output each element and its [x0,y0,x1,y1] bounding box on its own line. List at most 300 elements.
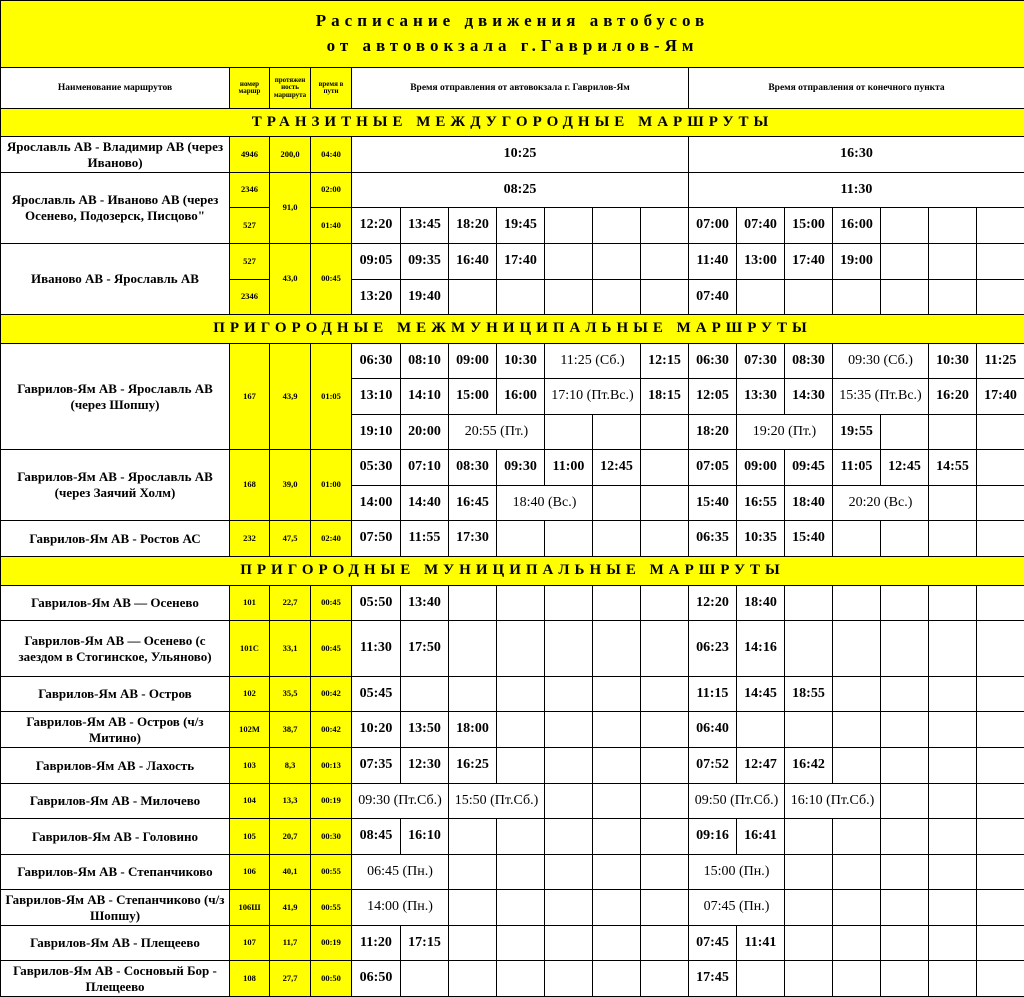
station-time [351,747,401,784]
terminal-empty [880,243,929,280]
station-time-text: 09:30 [504,459,537,475]
terminal-empty [976,960,1024,997]
route-length-text: 11,7 [282,937,298,948]
station-time-text: 16:00 [504,388,537,404]
station-empty [592,783,641,819]
station-time-text: 05:50 [359,594,393,610]
station-time [351,783,449,819]
terminal-time [688,960,737,997]
header-route-num-text: номер маршр [238,79,261,95]
route-travel-time [310,207,352,244]
terminal-time-text: 09:16 [696,828,729,844]
station-empty [448,889,497,926]
route-length-text: 38,7 [282,723,298,734]
terminal-time [784,378,833,415]
terminal-time [784,243,833,280]
terminal-time [688,207,737,244]
route-name-text: Гаврилов-Ям АВ - Степанчиково (ч/з Шопшу) [5,891,225,923]
route-name [0,585,230,621]
terminal-empty [928,279,977,315]
terminal-time [688,889,785,926]
terminal-time-text: 10:35 [744,530,777,546]
terminal-empty [784,279,833,315]
station-empty [544,414,593,450]
station-empty [496,585,545,621]
station-empty [592,676,641,712]
terminal-empty [784,818,833,855]
station-time-text: 17:50 [408,640,441,656]
route-length-text: 35,5 [282,688,298,699]
route-number-text: 103 [243,759,256,770]
terminal-time [736,585,785,621]
terminal-time-text: 12:47 [744,757,777,773]
station-time-text: 09:00 [456,352,489,368]
station-empty [640,449,689,486]
route-travel-time-text: 00:45 [321,273,341,284]
station-time [351,676,401,712]
station-empty [544,520,593,557]
station-time-text: 18:40 (Вс.) [512,494,577,510]
station-empty [544,925,593,961]
terminal-empty [880,711,929,748]
route-number-text: 4946 [241,148,258,159]
route-number-text: 232 [243,532,256,543]
route-length-text: 33,1 [282,642,298,653]
station-empty [592,520,641,557]
station-time-text: 13:50 [408,721,441,737]
terminal-time-text: 15:40 [792,530,825,546]
route-name-text: Гаврилов-Ям АВ - Степанчиково [17,864,213,880]
station-time [400,711,449,748]
station-empty [496,854,545,890]
station-empty [592,960,641,997]
terminal-empty [832,585,881,621]
route-travel-time [310,620,352,677]
station-time-text: 16:10 [408,828,441,844]
terminal-time-text: 07:30 [744,352,777,368]
terminal-empty [880,925,929,961]
station-time [351,520,401,557]
station-time-text: 20:00 [408,423,441,439]
station-time [496,207,545,244]
terminal-time [688,676,737,712]
station-time-text: 07:35 [359,757,393,773]
route-travel-time [310,343,352,450]
station-time-text: 08:45 [359,828,393,844]
terminal-time [784,520,833,557]
section-transit-text: ТРАНЗИТНЫЕ МЕЖДУГОРОДНЫЕ МАРШРУТЫ [251,113,774,130]
route-number [229,243,270,280]
route-name [0,136,230,173]
route-travel-time-text: 00:19 [321,795,341,806]
terminal-time [784,343,833,379]
station-time [448,449,497,486]
station-empty [400,676,449,712]
station-time [448,414,545,450]
station-empty [640,620,689,677]
route-number [229,136,270,173]
station-empty [544,620,593,677]
station-time [351,485,401,521]
terminal-time-text: 18:40 [792,494,825,510]
route-name [0,343,230,450]
terminal-time [688,783,785,819]
terminal-time [832,414,881,450]
station-empty [592,585,641,621]
route-number [229,747,270,784]
terminal-time [736,818,785,855]
terminal-empty [928,960,977,997]
station-empty [640,711,689,748]
station-empty [640,889,689,926]
terminal-time-text: 11:25 [984,352,1017,368]
station-time [351,343,401,379]
terminal-time [736,378,785,415]
terminal-empty [976,676,1024,712]
terminal-empty [784,711,833,748]
station-time [400,585,449,621]
station-time [448,343,497,379]
route-number [229,520,270,557]
terminal-time [832,343,929,379]
station-time-text: 08:10 [408,352,441,368]
station-time-text: 18:15 [648,388,681,404]
station-empty [640,818,689,855]
station-empty [640,747,689,784]
station-time [544,449,593,486]
route-length [269,818,311,855]
terminal-empty [928,585,977,621]
station-empty [448,960,497,997]
route-length [269,243,311,315]
station-empty [448,854,497,890]
terminal-empty [784,889,833,926]
terminal-time [688,747,737,784]
route-travel-time [310,889,352,926]
terminal-empty [832,711,881,748]
route-length [269,854,311,890]
route-number [229,854,270,890]
station-time [351,711,401,748]
route-number-text: 104 [243,795,256,806]
route-length [269,136,311,173]
station-empty [448,676,497,712]
station-empty [448,585,497,621]
station-empty [496,520,545,557]
station-empty [640,520,689,557]
terminal-time-text: 09:30 (Сб.) [848,352,913,368]
terminal-empty [832,279,881,315]
title-banner [0,0,1024,68]
terminal-time-text: 16:41 [744,828,777,844]
station-empty [496,818,545,855]
route-name [0,711,230,748]
station-time [351,136,689,173]
station-time-text: 05:45 [359,685,393,701]
station-time-text: 09:05 [359,253,393,269]
terminal-time-text: 09:45 [792,459,825,475]
terminal-empty [880,783,929,819]
route-travel-time-text: 01:00 [321,479,341,490]
terminal-time [688,172,1024,208]
terminal-empty [928,414,977,450]
terminal-empty [832,620,881,677]
station-time-text: 17:10 (Пт.Вс.) [551,388,634,404]
terminal-empty [880,414,929,450]
route-travel-time-text: 04:40 [321,148,341,159]
terminal-time-text: 06:23 [696,640,729,656]
station-empty [544,676,593,712]
terminal-time [688,620,737,677]
route-length [269,925,311,961]
terminal-time-text: 15:00 (Пн.) [703,863,770,879]
route-name-text: Гаврилов-Ям АВ - Лахость [35,757,195,773]
station-empty [592,279,641,315]
terminal-time [928,449,977,486]
route-travel-time [310,925,352,961]
station-empty [448,818,497,855]
terminal-time-text: 11:40 [696,253,729,269]
route-number-text: 527 [243,255,256,266]
route-number-text: 101 [243,597,256,608]
route-length [269,747,311,784]
header-route-name [0,67,230,109]
route-travel-time-text: 00:50 [321,972,341,983]
terminal-empty [928,747,977,784]
station-time [400,279,449,315]
terminal-empty [736,711,785,748]
terminal-empty [928,520,977,557]
route-name [0,676,230,712]
route-number [229,818,270,855]
route-length [269,172,311,244]
terminal-time-text: 18:20 [696,423,729,439]
route-number-text: 105 [243,830,256,841]
terminal-time-text: 14:30 [792,388,825,404]
terminal-empty [832,676,881,712]
route-length-text: 8,3 [284,759,296,770]
terminal-empty [928,889,977,926]
route-length-text: 27,7 [282,972,298,983]
station-time-text: 19:45 [504,217,537,233]
station-empty [496,925,545,961]
terminal-empty [880,207,929,244]
station-empty [592,620,641,677]
terminal-time [688,520,737,557]
terminal-empty [976,485,1024,521]
terminal-empty [880,676,929,712]
terminal-empty [736,279,785,315]
terminal-time [736,207,785,244]
route-number [229,783,270,819]
terminal-time [832,207,881,244]
station-time-text: 16:45 [456,494,489,510]
station-empty [640,925,689,961]
terminal-time [688,449,737,486]
header-depart-station-text: Время отправления от автовокзала г. Гаврилов-Ям [410,82,630,93]
station-empty [640,854,689,890]
route-travel-time-text: 01:40 [321,219,341,230]
route-length [269,889,311,926]
station-empty [640,960,689,997]
terminal-time-text: 20:20 (Вс.) [848,494,913,510]
terminal-empty [784,960,833,997]
route-name-text: Гаврилов-Ям АВ - Остров (ч/з Митино) [26,713,204,745]
terminal-time-text: 14:16 [744,640,777,656]
station-time-text: 09:35 [408,253,441,269]
route-number-text: 2346 [241,184,258,195]
route-number-text: 2346 [241,291,258,302]
station-time [448,520,497,557]
route-name-text: Гаврилов-Ям АВ - Остров [38,686,192,702]
terminal-time-text: 07:00 [696,217,729,233]
station-time-text: 10:30 [504,352,537,368]
terminal-time-text: 15:35 (Пт.Вс.) [839,388,922,404]
terminal-time [736,520,785,557]
station-time [400,747,449,784]
terminal-time-text: 11:15 [696,685,729,701]
terminal-time-text: 08:30 [792,352,825,368]
station-empty [640,207,689,244]
station-time-text: 07:50 [359,530,393,546]
terminal-time-text: 11:30 [840,181,873,197]
route-number-text: 168 [243,479,256,490]
route-name-text: Гаврилов-Ям АВ - Сосновый Бор - Плещеево [13,962,217,994]
route-length-text: 40,1 [282,866,298,877]
terminal-time [688,136,1024,173]
station-empty [400,960,449,997]
route-name-text: Гаврилов-Ям АВ - Ярославль АВ (через Заячий Холм) [17,469,213,500]
station-time-text: 17:30 [456,530,489,546]
station-time [351,449,401,486]
terminal-time [688,485,737,521]
station-time [351,960,401,997]
route-travel-time [310,676,352,712]
route-travel-time-text: 00:42 [321,723,341,734]
station-empty [448,925,497,961]
route-travel-time [310,243,352,315]
station-empty [448,620,497,677]
station-time-text: 12:45 [600,459,633,475]
station-time-text: 15:00 [456,388,489,404]
station-time [448,747,497,784]
terminal-time-text: 14:45 [744,685,777,701]
route-number-text: 108 [243,972,256,983]
terminal-time-text: 13:00 [744,253,777,269]
route-length-text: 200,0 [280,148,300,159]
terminal-empty [976,243,1024,280]
route-travel-time-text: 00:55 [321,901,341,912]
terminal-empty [784,925,833,961]
terminal-time-text: 07:40 [744,217,777,233]
station-empty [496,676,545,712]
terminal-time-text: 06:40 [696,721,729,737]
station-time [400,520,449,557]
station-empty [544,585,593,621]
terminal-empty [976,585,1024,621]
station-time-text: 16:25 [456,757,489,773]
terminal-time-text: 07:40 [696,288,729,304]
station-time [448,378,497,415]
route-travel-time [310,520,352,557]
station-time-text: 12:30 [408,757,441,773]
station-empty [496,889,545,926]
station-time-text: 17:15 [408,934,441,950]
station-time-text: 14:10 [408,388,441,404]
section-transit [0,108,1024,137]
terminal-time-text: 16:30 [840,146,873,162]
route-name [0,925,230,961]
terminal-time-text: 19:00 [840,253,873,269]
terminal-empty [976,449,1024,486]
route-travel-time [310,818,352,855]
station-time [351,207,401,244]
station-time-text: 13:45 [408,217,441,233]
station-time [448,243,497,280]
route-name-text: Иваново АВ - Ярославль АВ [31,271,199,287]
route-travel-time-text: 00:45 [321,597,341,608]
station-time [400,818,449,855]
route-name [0,818,230,855]
station-time-text: 11:55 [408,530,441,546]
route-length-text: 20,7 [282,830,298,841]
terminal-empty [976,783,1024,819]
route-number [229,960,270,997]
station-time-text: 12:20 [359,217,393,233]
route-travel-time [310,172,352,208]
terminal-time [688,414,737,450]
terminal-time-text: 15:40 [696,494,729,510]
station-empty [448,279,497,315]
station-time-text: 06:30 [359,352,393,368]
section-suburban_muni [0,556,1024,586]
route-name [0,620,230,677]
route-travel-time-text: 02:00 [321,184,341,195]
station-time [351,925,401,961]
terminal-time-text: 07:45 (Пн.) [703,899,770,915]
terminal-empty [976,520,1024,557]
terminal-empty [976,889,1024,926]
station-empty [592,485,641,521]
station-time-text: 18:00 [456,721,489,737]
terminal-time-text: 18:55 [792,685,825,701]
route-number [229,585,270,621]
terminal-time [784,449,833,486]
station-time-text: 11:20 [360,934,392,950]
terminal-empty [976,279,1024,315]
station-time-text: 14:00 [359,494,393,510]
station-empty [592,925,641,961]
station-time [351,243,401,280]
terminal-time-text: 10:30 [936,352,969,368]
station-empty [544,783,593,819]
route-number [229,711,270,748]
header-route-name-text: Наименование маршрутов [57,82,173,93]
route-name-text: Гаврилов-Ям АВ — Осенево [31,595,199,611]
route-number-text: 101С [240,642,259,653]
station-time-text: 06:50 [359,970,393,986]
terminal-time [736,620,785,677]
terminal-empty [976,207,1024,244]
terminal-empty [928,243,977,280]
terminal-time-text: 07:52 [696,757,729,773]
terminal-time [784,783,881,819]
route-travel-time [310,585,352,621]
station-empty [592,243,641,280]
terminal-time [832,378,929,415]
route-name-text: Гаврилов-Ям АВ - Ярославль АВ (через Шопшу) [17,380,213,412]
terminal-time-text: 16:42 [792,757,825,773]
